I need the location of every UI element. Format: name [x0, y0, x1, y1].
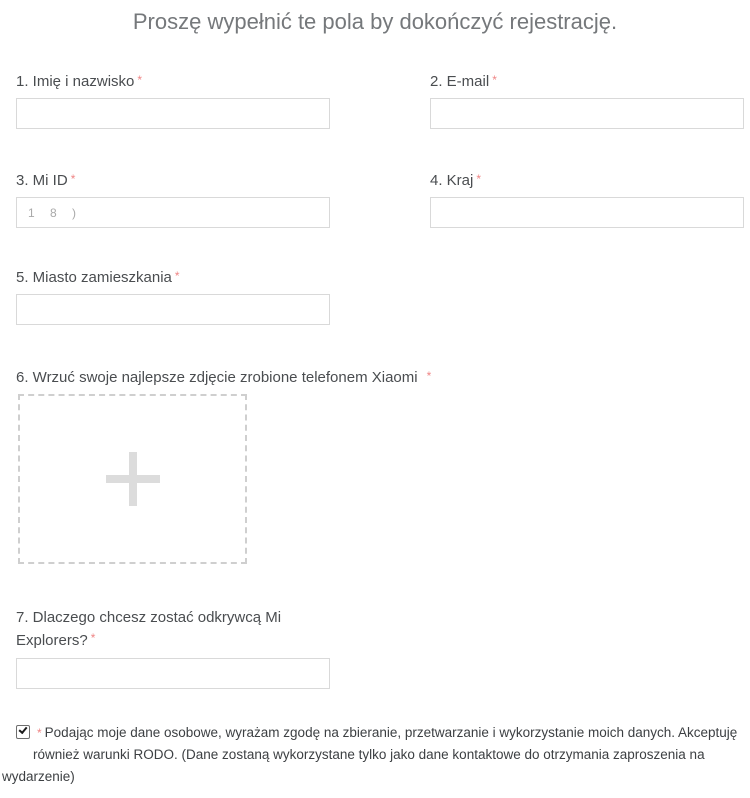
field-country — [430, 171, 744, 228]
why-input[interactable] — [16, 658, 330, 689]
required-asterisk: * — [492, 73, 497, 87]
city-input[interactable] — [16, 294, 330, 325]
field-label-photo — [16, 368, 431, 388]
required-asterisk: * — [137, 73, 143, 87]
field-label-text: 1. Imię i nazwisko — [16, 73, 135, 90]
field-label-text: 4. Kraj — [430, 172, 474, 189]
field-label-name — [16, 72, 330, 92]
form-title: Proszę wypełnić te pola by dokończyć rejestrację. — [132, 9, 618, 34]
consent-line — [2, 722, 746, 744]
field-city — [16, 268, 330, 325]
field-label-mi-id — [16, 171, 330, 191]
required-asterisk: * — [426, 369, 432, 383]
plus-icon — [106, 452, 160, 506]
field-label-text: 3. Mi ID — [16, 172, 68, 189]
required-asterisk: * — [174, 269, 180, 283]
field-label-country — [430, 171, 744, 191]
field-label-city — [16, 268, 330, 288]
field-label-why — [16, 606, 316, 652]
field-why — [16, 606, 330, 689]
field-mi-id — [16, 171, 330, 228]
field-label-text: 2. E-mail — [430, 73, 490, 90]
consent-section — [2, 722, 746, 788]
field-label-text: 7. Dlaczego chcesz zostać odkrywcą Mi Explorers? — [16, 609, 282, 649]
field-label-text: 5. Miasto zamieszkania — [16, 269, 172, 286]
country-input[interactable] — [430, 197, 744, 228]
field-email — [430, 72, 744, 129]
required-asterisk: * — [90, 631, 96, 645]
field-label-email — [430, 72, 744, 92]
consent-text-line: Podając moje dane osobowe, wyrażam zgodę na zbieranie, przetwarzanie i wykorzystanie moich danych. Akceptuję — [44, 725, 738, 740]
email-input[interactable] — [430, 98, 744, 129]
required-asterisk: * — [476, 172, 482, 186]
required-asterisk: * — [70, 172, 76, 186]
required-asterisk: * — [37, 726, 42, 740]
consent-checkbox[interactable] — [16, 725, 30, 739]
consent-text-line: również warunki RODO. (Dane zostaną wykorzystane tylko jako dane kontaktowe do otrzymania zaproszenia na — [33, 747, 705, 762]
field-label-text: 6. Wrzuć swoje najlepsze zdjęcie zrobione telefonem Xiaomi — [16, 369, 418, 386]
field-photo — [16, 368, 431, 564]
consent-text-line: wydarzenie) — [2, 769, 75, 784]
name-input[interactable] — [16, 98, 330, 129]
photo-upload-dropzone[interactable] — [18, 394, 247, 564]
field-name — [16, 72, 330, 129]
mi-id-input[interactable] — [16, 197, 330, 228]
